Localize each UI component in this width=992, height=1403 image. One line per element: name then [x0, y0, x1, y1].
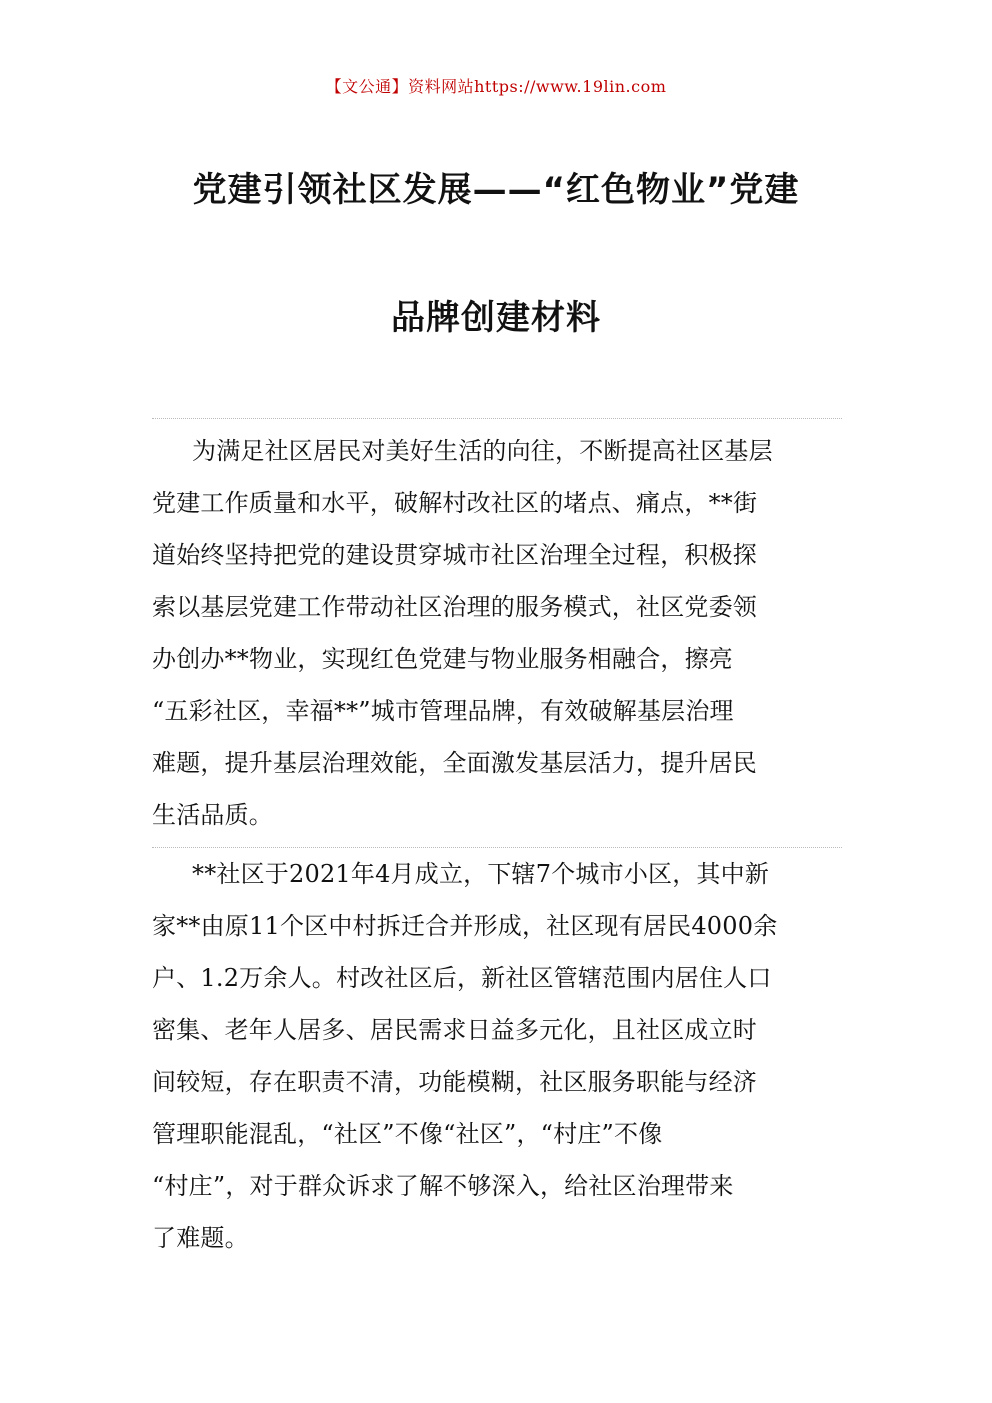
paragraph-1: [152, 418, 842, 848]
line-text: 了难题。: [152, 1224, 249, 1252]
paragraph-line: [152, 1160, 842, 1212]
line-text: 密集、老年人居多、居民需求日益多元化，且社区成立时: [152, 1016, 757, 1044]
site-watermark-header: 【文公通】资料网站https://www.19lin.com: [325, 77, 667, 96]
paragraph-line: [152, 1056, 842, 1108]
line-text: 家**由原11个区中村拆迁合并形成，社区现有居民4000余: [152, 912, 778, 940]
paragraph-line: [152, 789, 842, 841]
paragraph-line: [152, 1004, 842, 1056]
line-text: 户、1.2万余人。村改社区后，新社区管辖范围内居住人口: [152, 964, 772, 992]
paragraph-line: [152, 529, 842, 581]
paragraph-line: [152, 633, 842, 685]
paragraph-line: [152, 425, 842, 477]
line-text: 党建工作质量和水平，破解村改社区的堵点、痛点，**街: [152, 489, 758, 517]
paragraph-line: [152, 737, 842, 789]
document-title-line-2: 品牌创建材料: [391, 298, 601, 338]
line-text: 难题，提升基层治理效能，全面激发基层活力，提升居民: [152, 749, 757, 777]
paragraph-2: [152, 848, 842, 1264]
line-text: **社区于2021年4月成立，下辖7个城市小区，其中新: [192, 860, 770, 888]
paragraph-line: [152, 581, 842, 633]
paragraph-line: [152, 1108, 842, 1160]
line-text: 管理职能混乱，“社区”不像“社区”，“村庄”不像: [152, 1120, 663, 1148]
paragraph-line: [152, 952, 842, 1004]
line-text: “五彩社区，幸福**”城市管理品牌，有效破解基层治理: [152, 697, 734, 725]
paragraph-line: [152, 477, 842, 529]
line-text: 索以基层党建工作带动社区治理的服务模式，社区党委领: [152, 593, 757, 621]
line-text: 生活品质。: [152, 801, 273, 829]
paragraph-line: [152, 900, 842, 952]
line-text: “村庄”，对于群众诉求了解不够深入，给社区治理带来: [152, 1172, 734, 1200]
line-text: 办创办**物业，实现红色党建与物业服务相融合，擦亮: [152, 645, 733, 673]
line-text: 道始终坚持把党的建设贯穿城市社区治理全过程，积极探: [152, 541, 757, 569]
paragraph-line: [152, 848, 842, 900]
line-text: 为满足社区居民对美好生活的向往，不断提高社区基层: [192, 437, 773, 465]
paragraph-line: [152, 685, 842, 737]
paragraph-line: [152, 1212, 842, 1264]
document-title-line-1: 党建引领社区发展——“红色物业”党建: [192, 170, 800, 210]
line-text: 间较短，存在职责不清，功能模糊，社区服务职能与经济: [152, 1068, 757, 1096]
